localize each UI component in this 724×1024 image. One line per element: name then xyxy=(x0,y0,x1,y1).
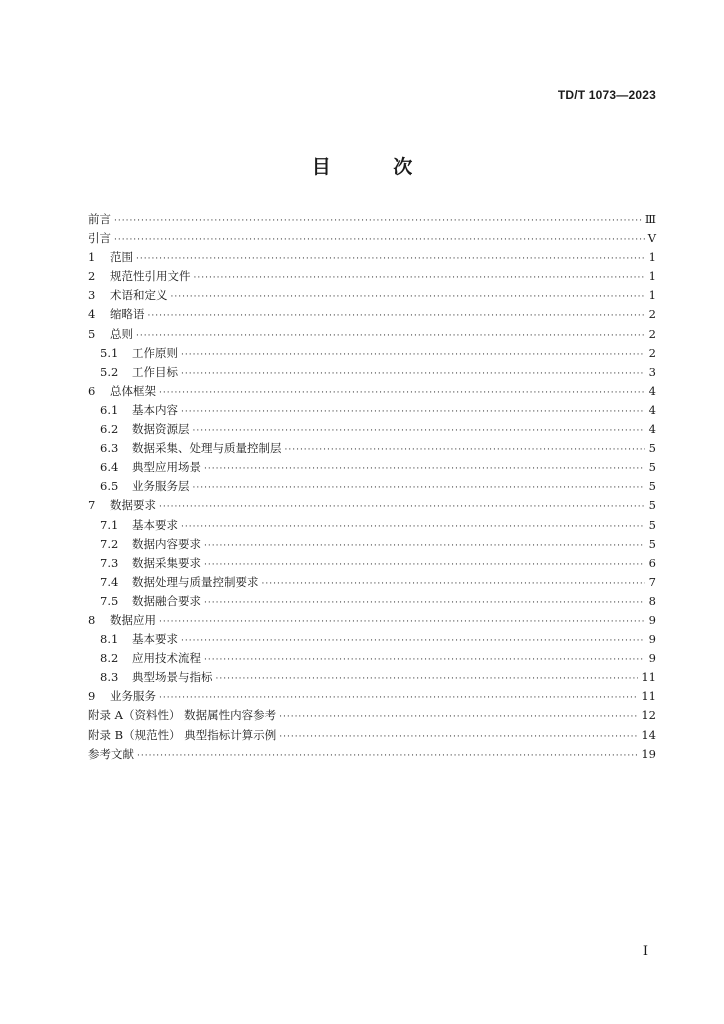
toc-entry-page: 5 xyxy=(648,498,656,513)
toc-entry-number: 4 xyxy=(88,307,96,322)
dot-leader xyxy=(204,594,645,613)
toc-entry[interactable] xyxy=(88,458,656,477)
toc-entry-page: 11 xyxy=(641,670,656,685)
toc-entry[interactable] xyxy=(88,325,656,344)
dot-leader xyxy=(181,365,645,384)
toc-entry-number: 1 xyxy=(88,250,96,265)
table-of-contents xyxy=(88,210,656,764)
toc-entry[interactable] xyxy=(88,439,656,458)
toc-entry-label: 工作原则 xyxy=(132,345,178,360)
toc-entry-label: 附录 B（规范性） 典型指标计算示例 xyxy=(88,727,277,742)
toc-entry-page: Ⅲ xyxy=(644,212,656,226)
toc-entry[interactable] xyxy=(88,592,656,611)
toc-entry-number: 6.3 xyxy=(100,441,119,456)
toc-entry[interactable] xyxy=(88,554,656,573)
toc-entry-number: 6.1 xyxy=(100,402,119,417)
toc-entry-label: 术语和定义 xyxy=(110,288,168,303)
toc-entry[interactable] xyxy=(88,477,656,496)
dot-leader xyxy=(181,632,645,651)
dot-leader xyxy=(137,747,638,766)
toc-entry-number: 8.2 xyxy=(100,651,119,666)
toc-entry-label: 典型应用场景 xyxy=(132,460,201,475)
toc-entry-label: 总体框架 xyxy=(110,383,156,398)
toc-entry-number: 6 xyxy=(88,383,96,398)
dot-leader xyxy=(181,518,645,537)
toc-entry-label: 基本要求 xyxy=(132,632,178,647)
toc-entry-number: 5.1 xyxy=(100,345,119,360)
dot-leader xyxy=(159,498,645,517)
toc-entry-number: 6.2 xyxy=(100,422,119,437)
standard-code: TD/T 1073—2023 xyxy=(557,88,656,102)
toc-entry[interactable] xyxy=(88,382,656,401)
page-number: I xyxy=(642,944,648,959)
toc-entry[interactable] xyxy=(88,630,656,649)
toc-entry[interactable] xyxy=(88,496,656,515)
toc-entry[interactable] xyxy=(88,248,656,267)
dot-leader xyxy=(216,670,639,689)
toc-entry[interactable] xyxy=(88,401,656,420)
toc-entry-label: 参考文献 xyxy=(88,746,134,761)
toc-entry-page: 5 xyxy=(648,536,656,551)
dot-leader xyxy=(279,728,638,747)
dot-leader xyxy=(136,327,645,346)
toc-entry[interactable] xyxy=(88,344,656,363)
toc-entry-label: 数据采集、处理与质量控制层 xyxy=(132,441,282,456)
toc-entry-label: 总则 xyxy=(110,326,133,341)
toc-entry[interactable] xyxy=(88,649,656,668)
toc-entry-label: 业务服务 xyxy=(110,689,156,704)
toc-entry-label: 数据应用 xyxy=(110,612,156,627)
toc-entry[interactable] xyxy=(88,420,656,439)
dot-leader xyxy=(204,537,645,556)
toc-entry-page: 4 xyxy=(648,383,656,398)
toc-entry-number: 9 xyxy=(88,689,96,704)
dot-leader xyxy=(262,575,646,594)
toc-entry[interactable] xyxy=(88,573,656,592)
toc-entry-label: 数据要求 xyxy=(110,498,156,513)
toc-entry-page: 12 xyxy=(641,708,656,723)
toc-entry-page: 2 xyxy=(648,345,656,360)
toc-entry[interactable] xyxy=(88,305,656,324)
toc-entry-page: 8 xyxy=(648,593,656,608)
toc-entry-page: 4 xyxy=(648,422,656,437)
toc-entry-page: Ⅴ xyxy=(647,231,656,246)
toc-entry-number: 5 xyxy=(88,326,96,341)
toc-entry-page: 5 xyxy=(648,517,656,532)
toc-entry-number: 3 xyxy=(88,288,96,303)
toc-entry-page: 5 xyxy=(648,441,656,456)
toc-title: 目 次 xyxy=(311,156,441,178)
toc-entry-page: 7 xyxy=(648,574,656,589)
toc-entry-page: 1 xyxy=(648,288,656,303)
toc-entry-number: 7.4 xyxy=(100,574,119,589)
dot-leader xyxy=(204,651,645,670)
toc-entry[interactable] xyxy=(88,745,656,764)
toc-entry-number: 8 xyxy=(88,612,96,627)
dot-leader xyxy=(114,212,642,231)
toc-entry-number: 6.5 xyxy=(100,479,119,494)
toc-entry-label: 范围 xyxy=(110,250,133,265)
dot-leader xyxy=(171,288,646,307)
toc-entry[interactable] xyxy=(88,363,656,382)
dot-leader xyxy=(136,250,645,269)
toc-entry[interactable] xyxy=(88,687,656,706)
toc-entry[interactable] xyxy=(88,516,656,535)
toc-entry[interactable] xyxy=(88,668,656,687)
toc-entry-label: 前言 xyxy=(88,212,111,226)
toc-entry[interactable] xyxy=(88,229,656,248)
dot-leader xyxy=(181,346,645,365)
toc-entry-page: 2 xyxy=(648,307,656,322)
toc-entry-page: 1 xyxy=(648,250,656,265)
toc-entry-number: 2 xyxy=(88,269,96,284)
toc-entry[interactable] xyxy=(88,706,656,725)
toc-entry-page: 6 xyxy=(648,555,656,570)
toc-entry-number: 7 xyxy=(88,498,96,513)
toc-entry-page: 4 xyxy=(648,402,656,417)
dot-leader xyxy=(181,403,645,422)
toc-entry-label: 数据融合要求 xyxy=(132,593,201,608)
toc-entry-label: 数据资源层 xyxy=(132,422,190,437)
toc-entry-number: 7.1 xyxy=(100,517,119,532)
toc-entry-number: 7.2 xyxy=(100,536,119,551)
toc-entry-page: 5 xyxy=(648,460,656,475)
toc-entry-number: 8.1 xyxy=(100,632,119,647)
toc-entry[interactable] xyxy=(88,267,656,286)
toc-entry-number: 5.2 xyxy=(100,364,119,379)
dot-leader xyxy=(159,384,645,403)
toc-entry-page: 14 xyxy=(641,727,656,742)
toc-entry[interactable] xyxy=(88,535,656,554)
toc-entry-number: 7.3 xyxy=(100,555,119,570)
toc-entry-page: 1 xyxy=(648,269,656,284)
toc-entry-page: 11 xyxy=(641,689,656,704)
dot-leader xyxy=(285,441,646,460)
toc-entry-page: 3 xyxy=(648,364,656,379)
dot-leader xyxy=(194,269,646,288)
toc-entry-label: 典型场景与指标 xyxy=(132,670,213,685)
dot-leader xyxy=(204,556,645,575)
toc-entry-number: 7.5 xyxy=(100,593,119,608)
toc-entry-label: 基本要求 xyxy=(132,517,178,532)
toc-entry-label: 数据内容要求 xyxy=(132,536,201,551)
toc-entry-label: 规范性引用文件 xyxy=(110,269,191,284)
dot-leader xyxy=(279,708,638,727)
toc-entry-label: 附录 A（资料性） 数据属性内容参考 xyxy=(88,708,277,723)
toc-entry[interactable] xyxy=(88,286,656,305)
toc-entry-label: 基本内容 xyxy=(132,402,178,417)
dot-leader xyxy=(204,460,645,479)
dot-leader xyxy=(148,307,646,326)
toc-entry-page: 9 xyxy=(648,632,656,647)
toc-entry-number: 6.4 xyxy=(100,460,119,475)
toc-entry[interactable] xyxy=(88,726,656,745)
toc-entry-page: 9 xyxy=(648,612,656,627)
toc-entry[interactable] xyxy=(88,611,656,630)
dot-leader xyxy=(114,231,645,250)
toc-entry-number: 8.3 xyxy=(100,670,119,685)
toc-entry-page: 9 xyxy=(648,651,656,666)
toc-entry-page: 2 xyxy=(648,326,656,341)
toc-entry-label: 应用技术流程 xyxy=(132,651,201,666)
toc-entry-label: 缩略语 xyxy=(110,307,145,322)
toc-entry-page: 19 xyxy=(641,746,656,761)
toc-entry-label: 工作目标 xyxy=(132,364,178,379)
dot-leader xyxy=(159,613,645,632)
toc-entry-label: 引言 xyxy=(88,231,111,246)
toc-entry[interactable] xyxy=(88,210,656,229)
dot-leader xyxy=(193,479,646,498)
toc-entry-label: 数据处理与质量控制要求 xyxy=(132,574,259,589)
toc-entry-label: 数据采集要求 xyxy=(132,555,201,570)
toc-entry-label: 业务服务层 xyxy=(132,479,190,494)
toc-entry-page: 5 xyxy=(648,479,656,494)
